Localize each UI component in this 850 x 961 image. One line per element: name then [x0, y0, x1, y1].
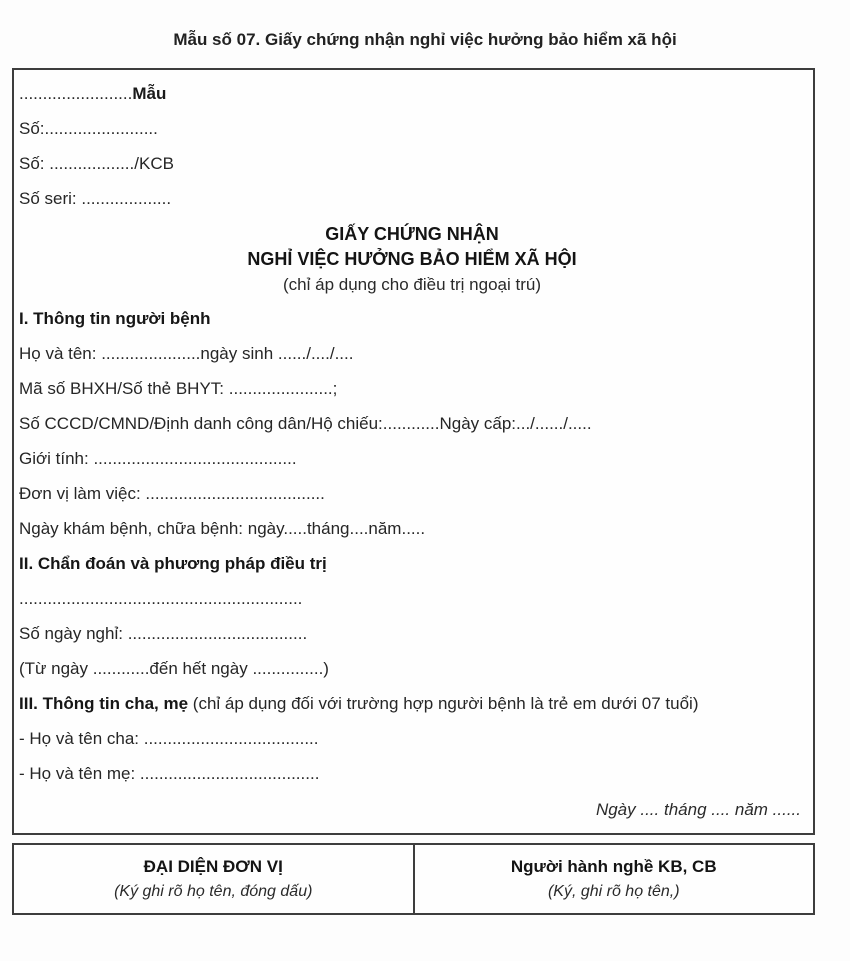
insurance-number-line: Mã số BHXH/Số thẻ BHYT: ......................; [19, 379, 338, 398]
id-number-line: Số CCCD/CMND/Định danh công dân/Hộ chiếu:............Ngày cấp:.../....../..... [19, 414, 592, 433]
page-title: Mẫu số 07. Giấy chứng nhận nghỉ việc hưởng bảo hiểm xã hội [173, 30, 677, 49]
form-template-label: Mẫu [132, 84, 167, 103]
workplace-line: Đơn vị làm việc: ...................................... [19, 484, 325, 503]
form-template-dots: ........................ [19, 84, 133, 103]
section3-title: III. Thông tin cha, mẹ [19, 694, 189, 713]
signature-cell-unit-representative [14, 845, 415, 913]
unit-representative-title: ĐẠI DIỆN ĐƠN VỊ [143, 857, 283, 876]
form-serial-line: Số seri: ................... [19, 189, 172, 208]
certificate-box [12, 68, 815, 835]
unit-representative-note: (Ký ghi rõ họ tên, đóng dấu) [114, 883, 313, 900]
certificate-heading [19, 216, 805, 301]
certificate-heading-subtitle: (chỉ áp dụng cho điều trị ngoại trú) [283, 275, 541, 294]
section1-title: I. Thông tin người bệnh [19, 309, 211, 328]
practitioner-title: Người hành nghề KB, CB [510, 857, 717, 876]
father-name-line: - Họ và tên cha: ..................................... [19, 729, 319, 748]
practitioner-note: (Ký, ghi rõ họ tên,) [547, 883, 680, 900]
form-number-line: Số:........................ [19, 119, 158, 138]
examination-date-line: Ngày khám bệnh, chữa bệnh: ngày.....tháng....năm..... [19, 519, 426, 538]
signature-table [12, 843, 815, 915]
leave-period-line: (Từ ngày ............đến hết ngày ...............) [19, 659, 329, 678]
certificate-heading-line2: NGHỈ VIỆC HƯỞNG BẢO HIỂM XÃ HỘI [247, 249, 577, 269]
signature-cell-practitioner [415, 845, 814, 913]
mother-name-line: - Họ và tên mẹ: ...................................... [19, 764, 320, 783]
issue-date-line: Ngày .... tháng .... năm ...... [595, 800, 801, 819]
diagnosis-dotted-line: ............................................................ [19, 589, 303, 608]
section3-title-line [19, 686, 805, 721]
section3-note: (chỉ áp dụng đối với trường hợp người bệnh là trẻ em dưới 07 tuổi) [192, 694, 699, 713]
form-template-line [19, 76, 805, 111]
leave-days-line: Số ngày nghỉ: ...................................... [19, 624, 308, 643]
gender-line: Giới tính: ........................................... [19, 449, 297, 468]
certificate-heading-line1: GIẤY CHỨNG NHẬN [325, 224, 499, 244]
section2-title: II. Chẩn đoán và phương pháp điều trị [19, 554, 327, 573]
form-kcb-number-line: Số: ................../KCB [19, 154, 174, 173]
patient-name-dob-line: Họ và tên: .....................ngày sinh ....../..../.... [19, 344, 354, 363]
